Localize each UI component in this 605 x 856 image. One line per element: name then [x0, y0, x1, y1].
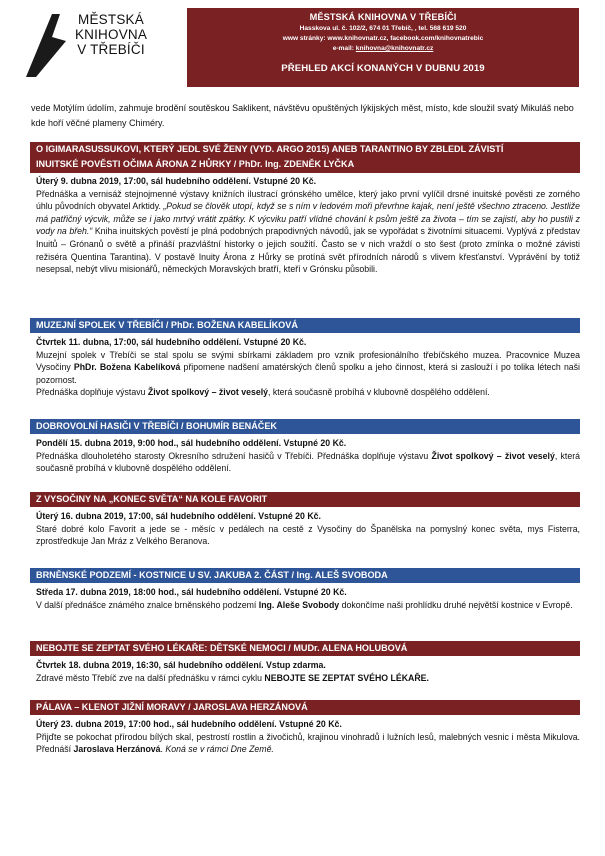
section-3-text: [36, 450, 580, 475]
section-2-text-1: [36, 349, 580, 387]
header-address: Hasskova ul. č. 102/2, 674 01 Třebíč, , tel. 568 619 520: [299, 25, 467, 32]
section-1-quote: „Pokud se člověk utopí, když se s ním v ledovém moři převrhne kajak, není ještě všechno ztraceno. Jestliže má patřičný výcvik, může se i jako mrtvý vrátit zpátky. K výcviku patří vlídné chování k psům ještě za života – tím se zajistí, aby ho pustili z vody na břeh.“: [36, 201, 580, 237]
section-7-date: Úterý 23. dubna 2019, 17:00 hod., sál hudebního oddělení. Vstupné 20 Kč.: [36, 719, 342, 729]
section-7-body: [36, 718, 580, 756]
section-6-cycle-name: NEBOJTE SE ZEPTAT SVÉHO LÉKAŘE.: [264, 672, 429, 683]
header-email-line: [187, 44, 579, 54]
section-1-text-part-2: Kniha inuitských pověstí je plná podobných prapodivných návodů, jak se vypořádat s životními situacemi. Vyplývá z představ Inuitů – Grónanů o světě a přináší prazvláštní historky o jejich soužití. Často se v nich vraždí o sto šest (proto zmínka o možné závisti režiséra Quentina Tarantina). V postavě Inuity Árona z Hůrky se protíná svět přírodních národů s vlivem křesťanství. Vyprávění by totiž nesepsal, nebýt vlivu misionářů, německých Moravských bratří, kteří v Grónsku působili.: [36, 226, 580, 275]
section-3-exhibition: Život spolkový – život veselý: [431, 450, 555, 461]
header-email-link[interactable]: knihovna@knihovnatr.cz: [355, 45, 434, 52]
section-6-text: [36, 672, 580, 685]
section-3-text-part-2: , která současně probíhá v klubovně dospělého oddělení.: [36, 450, 580, 474]
logo-line-1: MĚSTSKÁ: [78, 12, 144, 27]
section-6-title: NEBOJTE SE ZEPTAT SVÉHO LÉKAŘE: DĚTSKÉ NEMOCI / MUDr. ALENA HOLUBOVÁ: [36, 643, 408, 653]
section-2-speaker: PhDr. Božena Kabelíková: [73, 362, 181, 373]
logo-text: [66, 12, 156, 57]
header-email-label: e-mail:: [332, 45, 354, 52]
section-6-body: [36, 659, 580, 684]
section-2-date: Čtvrtek 11. dubna, 17:00, sál hudebního oddělení. Vstupné 20 Kč.: [36, 337, 307, 347]
section-5-speaker: Ing. Aleše Svobody: [258, 599, 340, 610]
section-1-text: [36, 188, 580, 276]
section-4-date: Úterý 16. dubna 2019, 17:00, sál hudebního oddělení. Vstupné 20 Kč.: [36, 511, 321, 521]
section-1-body: [36, 175, 580, 276]
logo-line-2: KNIHOVNA: [74, 27, 148, 42]
section-4-heading: [30, 492, 580, 507]
section-1-heading: [30, 142, 580, 173]
section-1-date: Úterý 9. dubna 2019, 17:00, sál hudebního oddělení. Vstupné 20 Kč.: [36, 176, 317, 186]
section-4-title: Z VYSOČINY NA „KONEC SVĚTA“ NA KOLE FAVORIT: [36, 494, 268, 504]
section-3-text-part-1: Přednáška dlouholetého starosty Okresního sdružení hasičů v Třebíči. Přednáška doplňuje výstavu: [36, 450, 429, 461]
header-title: MĚSTSKÁ KNIHOVNA V TŘEBÍČI: [309, 12, 457, 22]
section-2-text-2-part-1: Přednáška doplňuje výstavu: [36, 387, 146, 398]
section-5-body: [36, 586, 580, 611]
section-1-title-line-1: O IGIMARASUSSUKOVI, KTERÝ JEDL SVÉ ŽENY (VYD. ARGO 2015) ANEB TARANTINO BY ZBLEDL ZÁVISTÍ: [36, 144, 504, 154]
section-2-body: [36, 336, 580, 399]
section-4-text: Staré dobré kolo Favorit a jede se - měsíc v pedálech na cestě z Vysočiny do Španělska na pomyslný konec světa, mys Fisterra, zprostředkuje Jan Mráz z Velkého Beranova.: [36, 523, 580, 547]
section-2-heading: [30, 318, 580, 333]
section-5-text: [36, 599, 580, 612]
logo-shape: [26, 14, 66, 77]
header-web: www stránky: www.knihovnatr.cz, facebook.com/knihovnatrebic: [282, 35, 484, 42]
section-5-text-part-1: V další přednášce známého znalce brněnského podzemí: [36, 599, 257, 610]
section-3-title: DOBROVOLNÍ HASIČI V TŘEBÍČI / BOHUMÍR BENÁČEK: [36, 421, 277, 431]
section-5-date: Středa 17. dubna 2019, 18:00 hod., sál hudebního oddělení. Vstupné 20 Kč.: [36, 587, 347, 597]
section-5-text-part-2: dokončíme naši prohlídku druhé největší kostnice v Evropě.: [341, 599, 573, 610]
section-2-text-1-part-2: připomene nadšení amatérských členů spolku a jeho činnost, která si zaslouží i po tolika létech naši pozornost.: [36, 362, 580, 385]
section-4-body: [36, 510, 580, 548]
logo-line-3: V TŘEBÍČI: [77, 42, 145, 57]
section-7-text: Přijďte se pokochat přírodou bílých skal, pestrostí rostlin a živočichů, krajinou vinohradů i lužních lesů, malebných vesnic i města Mikulova. Přednáší Jaroslava Herzánová. Koná se v rámci Dne Země.: [36, 731, 580, 755]
section-5-heading: [30, 568, 580, 583]
section-2-title: MUZEJNÍ SPOLEK V TŘEBÍČI / PhDr. BOŽENA KABELÍKOVÁ: [36, 320, 298, 330]
intro-paragraph: vede Motýlím údolím, zahmuje brodění soutěskou Saklikent, návštěvu opuštěných lýkijských měst, místo, kde sloužil svatý Mikuláš nebo kde hoří věčné plameny Chiméry.: [31, 103, 574, 128]
section-3-body: [36, 437, 580, 475]
section-7-text-part-1: Přijďte se pokochat přírodou bílých skal, pestrostí rostlin a živočichů, krajinou vinohradů i lužních lesů, malebných vesnic i města Mikulova. Přednáší: [36, 731, 580, 755]
section-2-exhibition: Život spolkový – život veselý: [147, 387, 269, 398]
section-6-heading: [30, 641, 580, 656]
header-box: [187, 8, 579, 87]
section-3-heading: [30, 419, 580, 434]
section-6-text-part-1: Zdravé město Třebíč zve na další přednášku v rámci cyklu: [36, 672, 262, 683]
section-6-date: Čtvrtek 18. dubna 2019, 16:30, sál hudebního oddělení. Vstup zdarma.: [36, 660, 326, 670]
section-7-speaker: Jaroslava Herzánová: [73, 744, 161, 755]
section-2-text-1-part-1: Muzejní spolek v Třebíči se stal spolu se svými sbírkami základem pro vznik profesionálního třebíčského muzea. Pracovnice Muzea Vysočiny: [36, 349, 580, 373]
section-7-note: Koná se v rámci Dne Země.: [165, 744, 274, 755]
section-2-text-2-part-2: , která současně probíhá v klubovně dospělého oddělení.: [268, 387, 490, 398]
section-1-title-line-2: INUITSKÉ POVĚSTI OČIMA ÁRONA Z HŮRKY / PhDr. Ing. ZDENĚK LYČKA: [36, 159, 355, 170]
section-1-text-part-1: Přednáška a vernisáž stejnojmenné výstavy knižních ilustrací grónského umělce, který jako první vylíčil drsné inuitské pověsti ze zorného úhlu původních obyvatel Arktidy.: [36, 188, 580, 212]
section-5-title: BRNĚNSKÉ PODZEMÍ - KOSTNICE U SV. JAKUBA 2. ČÁST / Ing. ALEŠ SVOBODA: [36, 570, 388, 580]
section-7-title: PÁLAVA – KLENOT JIŽNÍ MORAVY / JAROSLAVA HERZÁNOVÁ: [36, 702, 308, 712]
header-subtitle: PŘEHLED AKCÍ KONANÝCH V DUBNU 2019: [281, 63, 485, 74]
section-7-heading: [30, 700, 580, 715]
section-3-date: Pondělí 15. dubna 2019, 9:00 hod., sál hudebního oddělení. Vstupné 20 Kč.: [36, 438, 347, 448]
section-2-text-2: [36, 386, 580, 399]
